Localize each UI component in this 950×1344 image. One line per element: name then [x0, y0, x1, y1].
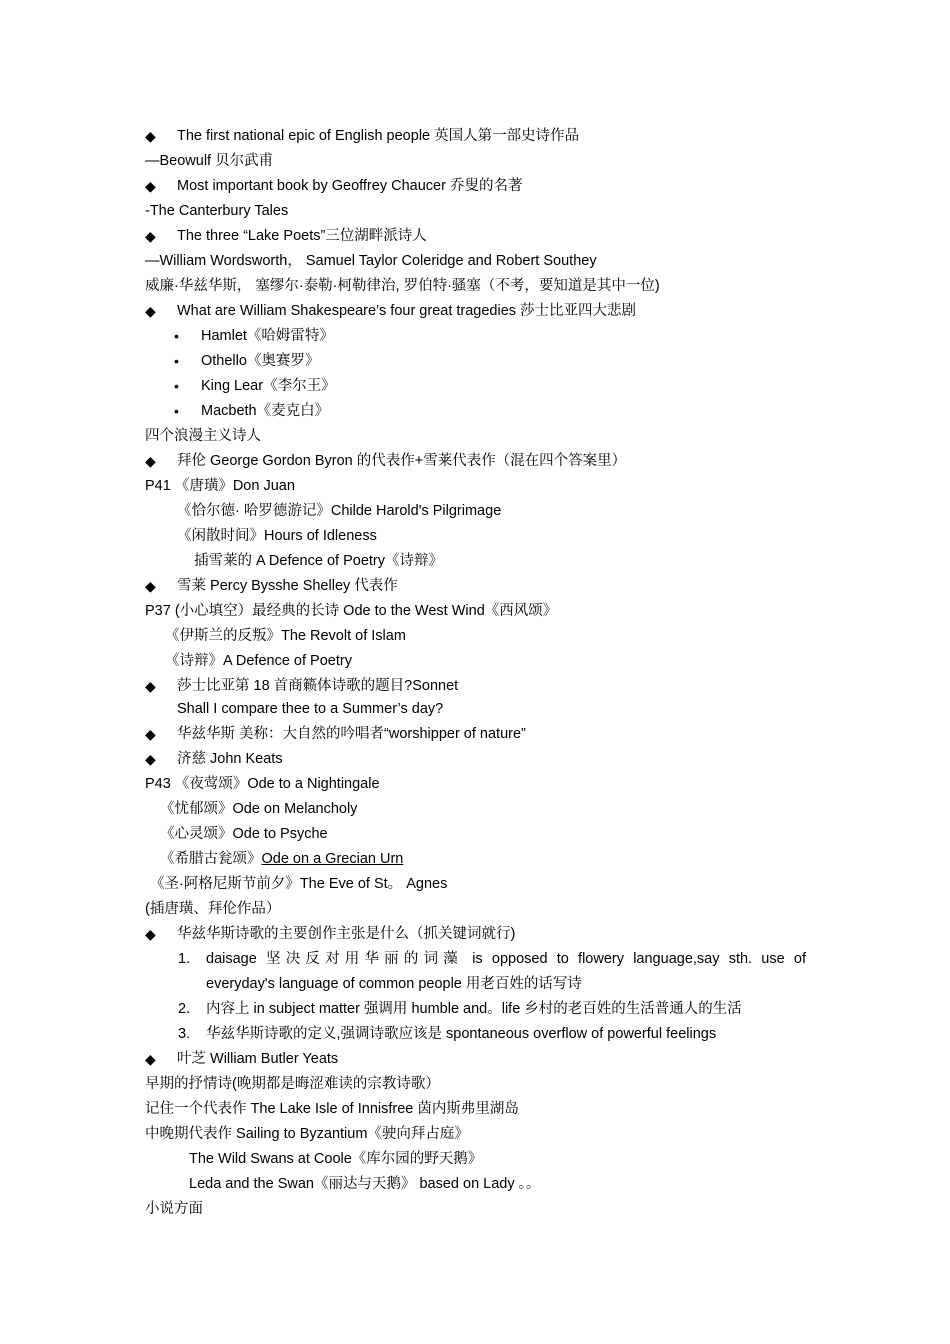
text-line: 中晚期代表作 Sailing to Byzantium《驶向拜占庭》 — [145, 1126, 469, 1142]
text-line: 《心灵颂》Ode to Psyche — [160, 826, 328, 842]
question-byron: 拜伦 George Gordon Byron 的代表作+雪莱代表作（混在四个答案里） — [177, 453, 627, 469]
bullet-diamond: ◆ — [145, 726, 156, 742]
question-tragedies: What are William Shakespeare’s four great tragedies 莎士比亚四大悲剧 — [177, 303, 637, 319]
bullet-dot: • — [174, 328, 179, 344]
text-line: 《恰尔德· 哈罗德游记》Childe Harold's Pilgrimage — [177, 503, 502, 519]
bullet-diamond: ◆ — [145, 1051, 156, 1067]
list-item: Hamlet《哈姆雷特》 — [201, 328, 334, 344]
question-chaucer: Most important book by Geoffrey Chaucer 乔叟的名著 — [177, 178, 523, 194]
bullet-dot: • — [174, 378, 179, 394]
question-wordsworth-title: 华兹华斯 美称：大自然的吟唱者“worshipper of nature” — [177, 726, 526, 742]
section-heading: 小说方面 — [145, 1201, 203, 1217]
bullet-diamond: ◆ — [145, 453, 156, 469]
bullet-diamond: ◆ — [145, 178, 156, 194]
answer-lake-poets-zh: 威廉·华兹华斯， 塞缪尔·泰勒·柯勒律治, 罗伯特·骚塞（不考，要知道是其中一位) — [145, 278, 660, 294]
bullet-diamond: ◆ — [145, 303, 156, 319]
text-line: Shall I compare thee to a Summer’s day? — [177, 701, 444, 717]
question-first-epic: The first national epic of English people 英国人第一部史诗作品 — [177, 128, 580, 144]
list-number: 2. — [178, 1001, 191, 1017]
text-line: 记住一个代表作 The Lake Isle of Innisfree 茵内斯弗里湖岛 — [145, 1101, 519, 1117]
text-line: 早期的抒情诗(晚期都是晦涩难读的宗教诗歌） — [145, 1076, 440, 1092]
bullet-diamond: ◆ — [145, 751, 156, 767]
list-number: 1. — [178, 951, 191, 967]
list-number: 3. — [178, 1026, 191, 1042]
list-item: Othello《奥赛罗》 — [201, 353, 320, 369]
question-shelley: 雪莱 Percy Bysshe Shelley 代表作 — [177, 578, 398, 594]
text-line: The Wild Swans at Coole《库尔园的野天鹅》 — [189, 1151, 483, 1167]
bullet-diamond: ◆ — [145, 228, 156, 244]
answer-canterbury: -The Canterbury Tales — [145, 203, 289, 219]
text-line: Leda and the Swan《丽达与天鹅》 based on Lady 。。 — [189, 1176, 541, 1192]
question-sonnet: 莎士比亚第 18 首商籁体诗歌的题目?Sonnet — [177, 678, 459, 694]
text-line: 《伊斯兰的反叛》The Revolt of Islam — [165, 628, 406, 644]
question-wordsworth-claims: 华兹华斯诗歌的主要创作主张是什么（抓关键词就行) — [177, 926, 516, 942]
answer-lake-poets-en: —William Wordsworth， Samuel Taylor Coleridge and Robert Southey — [145, 253, 597, 269]
text-line: 《诗辩》A Defence of Poetry — [165, 653, 352, 669]
text-line: P43 《夜莺颂》Ode to a Nightingale — [145, 776, 380, 792]
text-line: 《闲散时间》Hours of Idleness — [177, 528, 377, 544]
text-line: 《忧郁颂》Ode on Melancholy — [160, 801, 358, 817]
text-line: P37 (小心填空）最经典的长诗 Ode to the West Wind《西风颂》 — [145, 603, 558, 619]
text-line: 《圣·阿格尼斯节前夕》The Eve of St。 Agnes — [150, 876, 448, 892]
section-heading: 四个浪漫主义诗人 — [145, 428, 261, 444]
question-lake-poets: The three “Lake Poets”三位湖畔派诗人 — [177, 228, 427, 244]
list-item-text: daisage 坚决反对用华丽的词藻 is opposed to flowery language,say sth. use of — [206, 951, 806, 967]
text-line: 插雪莱的 A Defence of Poetry《诗辩》 — [194, 553, 443, 569]
bullet-diamond: ◆ — [145, 926, 156, 942]
text-line: P41 《唐璜》Don Juan — [145, 478, 295, 494]
list-item-text: 内容上 in subject matter 强调用 humble and。life 乡村的老百姓的生活普通人的生活 — [206, 1001, 742, 1017]
answer-beowulf: —Beowulf 贝尔武甫 — [145, 153, 274, 169]
bullet-diamond: ◆ — [145, 128, 156, 144]
list-item: King Lear《李尔王》 — [201, 378, 336, 394]
question-yeats: 叶芝 William Butler Yeats — [177, 1051, 339, 1067]
list-item-text: everyday's language of common people 用老百姓的话写诗 — [206, 976, 582, 992]
bullet-diamond: ◆ — [145, 678, 156, 694]
bullet-dot: • — [174, 353, 179, 369]
question-keats: 济慈 John Keats — [177, 751, 283, 767]
list-item: Macbeth《麦克白》 — [201, 403, 330, 419]
bullet-diamond: ◆ — [145, 578, 156, 594]
list-item-text: 华兹华斯诗歌的定义,强调诗歌应该是 spontaneous overflow of powerful feelings — [206, 1026, 717, 1042]
underlined-title: Ode on a Grecian Urn — [261, 851, 404, 867]
text-segment: 《希腊古瓮颂》 — [160, 851, 262, 867]
text-line: (插唐璜、拜伦作品） — [145, 901, 281, 917]
bullet-dot: • — [174, 403, 179, 419]
text-line — [160, 849, 403, 869]
